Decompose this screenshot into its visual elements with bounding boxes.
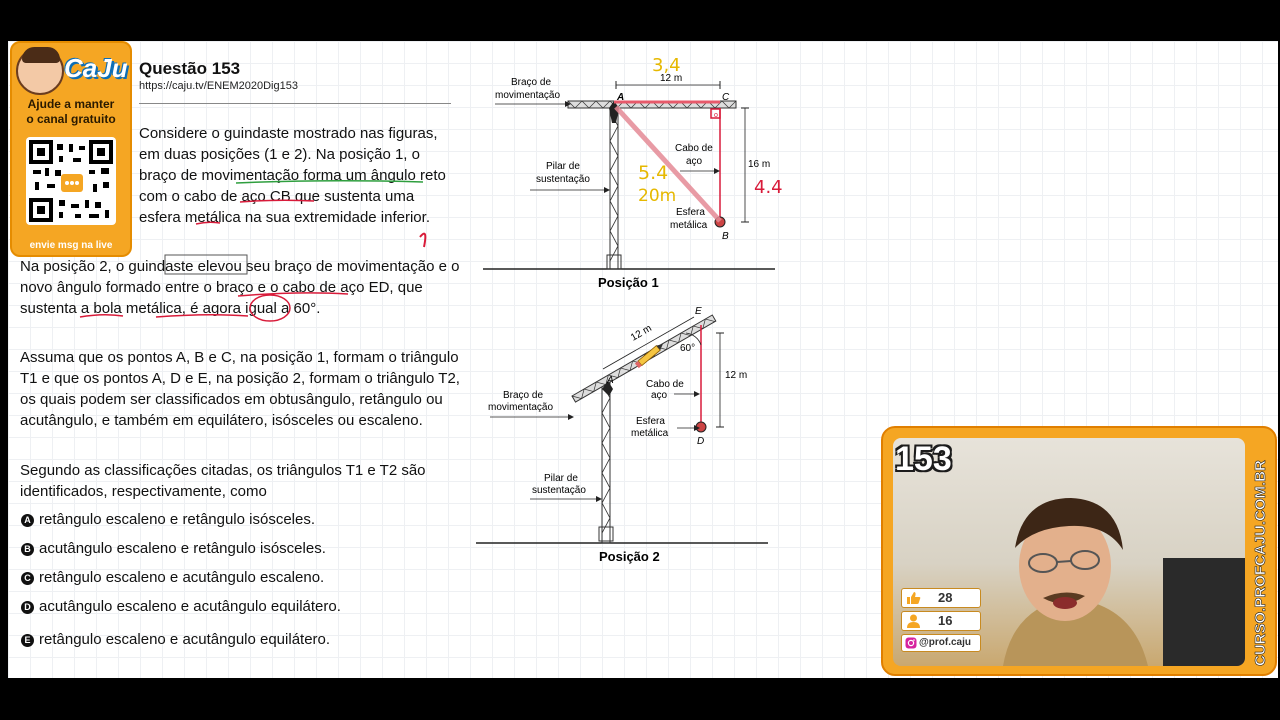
slogan-line-2: o canal gratuito [26, 112, 116, 126]
likes-count: 28 [938, 590, 953, 605]
point-a-p2: A [607, 375, 614, 386]
option-text: retângulo escaleno e acutângulo equilátero. [39, 631, 331, 648]
instagram-icon [905, 637, 917, 649]
dim-arm-label: 12 m [629, 322, 654, 344]
instagram-text: @prof.caju [919, 637, 971, 648]
check-mark [420, 234, 425, 247]
arm-label-line1: Braço de [511, 77, 552, 88]
viewers-counter [901, 611, 981, 631]
text-annotations [8, 41, 468, 341]
cable-label-line2-p2: aço [651, 390, 668, 401]
pillar-label-line2: sustentação [536, 174, 590, 185]
cable-label-line1-p2: Cabo de [646, 379, 684, 390]
option-text: acutângulo escaleno e retângulo isósceles. [39, 540, 326, 557]
underline-red [240, 200, 314, 202]
point-c: C [722, 92, 730, 103]
option-letter: A [21, 514, 34, 527]
point-a: A [617, 92, 625, 103]
crane-figures [468, 51, 808, 571]
annotation-top: 3,4 [652, 55, 681, 76]
box-annotation [165, 255, 247, 274]
point-e: E [695, 306, 702, 317]
pencil-icon [635, 342, 665, 368]
svg-text:o: o [714, 112, 718, 119]
site-vertical-banner [1245, 428, 1273, 674]
option-c[interactable] [21, 569, 324, 586]
whiteboard-canvas [8, 41, 1278, 678]
option-letter: E [21, 634, 34, 647]
viewers-count: 16 [938, 613, 953, 628]
dim-side-label-2: 12 m [725, 370, 748, 381]
arm-label-line1-p2: Braço de [503, 390, 544, 401]
option-letter: C [21, 572, 34, 585]
option-d[interactable] [21, 598, 341, 615]
sphere-label-line1: Esfera [676, 207, 705, 218]
annotation-mid-2: 20m [638, 186, 677, 206]
underline-green [236, 181, 423, 183]
caption-position-2: Posição 2 [599, 549, 660, 564]
channel-logo: CaJu [64, 53, 128, 83]
question-paragraph-2: Na posição 2, o guindaste elevou seu braço de movimentação e o novo ângulo formado entre o braço e o cabo de aço ED, que sustenta a bola metálica, é agora igual a 60°. [20, 258, 460, 317]
likes-counter [901, 588, 981, 608]
pillar-label-line1: Pilar de [546, 161, 580, 172]
option-letter: D [21, 601, 34, 614]
sphere-label-line1-p2: Esfera [636, 416, 665, 427]
point-d: D [697, 436, 705, 447]
sphere-label-line2: metálica [670, 220, 708, 231]
site-url: CURSO.PROFCAJU.COM.BR [1252, 460, 1269, 666]
badge-bottom-text: envie msg na live [29, 240, 113, 251]
arm-label-line2-p2: movimentação [488, 402, 554, 413]
circle-annotation [250, 295, 290, 321]
webcam-panel [881, 426, 1277, 676]
figure-position-2 [476, 306, 768, 564]
underline-red [238, 293, 348, 296]
option-e[interactable] [21, 631, 330, 648]
option-text: retângulo escaleno e acutângulo escaleno. [39, 569, 325, 586]
question-paragraph-3: Assuma que os pontos A, B e C, na posição 1, formam o triângulo T1 e que os pontos A, D e E, na posição 2, formam o triângulo T2, os quais podem ser classificados em obtusângulo, retângulo ou acutângulo, e também em equilátero, isósceles ou escaleno. [20, 349, 460, 429]
question-number-badge: 153 [895, 440, 952, 478]
sphere-label-line2-p2: metálica [631, 428, 669, 439]
point-b: B [722, 231, 729, 242]
caption-position-1: Posição 1 [598, 275, 659, 290]
cable-label-line1: Cabo de [675, 143, 713, 154]
question-paragraph-4: Segundo as classificações citadas, os triângulos T1 e T2 são identificados, respectivamente, como [20, 462, 426, 500]
option-letter: B [21, 543, 34, 556]
user-icon [906, 614, 921, 628]
annotation-side: 4.4 [754, 177, 783, 198]
angle-label: 60° [680, 343, 696, 354]
option-b[interactable] [21, 540, 326, 557]
arm-label-line2: movimentação [495, 90, 561, 101]
pillar-label-line2-p2: sustentação [532, 485, 586, 496]
slogan-line-1: Ajude a manter [27, 97, 115, 111]
pillar-label-line1-p2: Pilar de [544, 473, 578, 484]
option-a[interactable] [21, 511, 315, 528]
underline-red [196, 222, 220, 224]
cable-label-line2: aço [686, 156, 703, 167]
annotation-mid-1: 5.4 [638, 162, 669, 184]
instagram-handle[interactable] [901, 634, 981, 652]
underline-red [156, 315, 248, 317]
underline-red [80, 315, 123, 317]
question-paragraph-1: Considere o guindaste mostrado nas figuras, em duas posições (1 e 2). Na posição 1, o braço de movimentação forma um ângulo reto com o cabo de aço CB que sustenta uma esfera metálica na sua extremidade inferior. [139, 125, 446, 226]
question-title: Questão 153 [139, 59, 241, 78]
dim-top-label: 12 m [660, 73, 683, 84]
option-text: retângulo escaleno e retângulo isósceles. [39, 511, 316, 528]
figure-position-1 [483, 55, 783, 290]
question-url: https://caju.tv/ENEM2020Dig153 [139, 80, 298, 92]
option-text: acutângulo escaleno e acutângulo equilátero. [39, 598, 341, 615]
thumbs-up-icon [906, 591, 921, 605]
dim-side-label: 16 m [748, 159, 771, 170]
